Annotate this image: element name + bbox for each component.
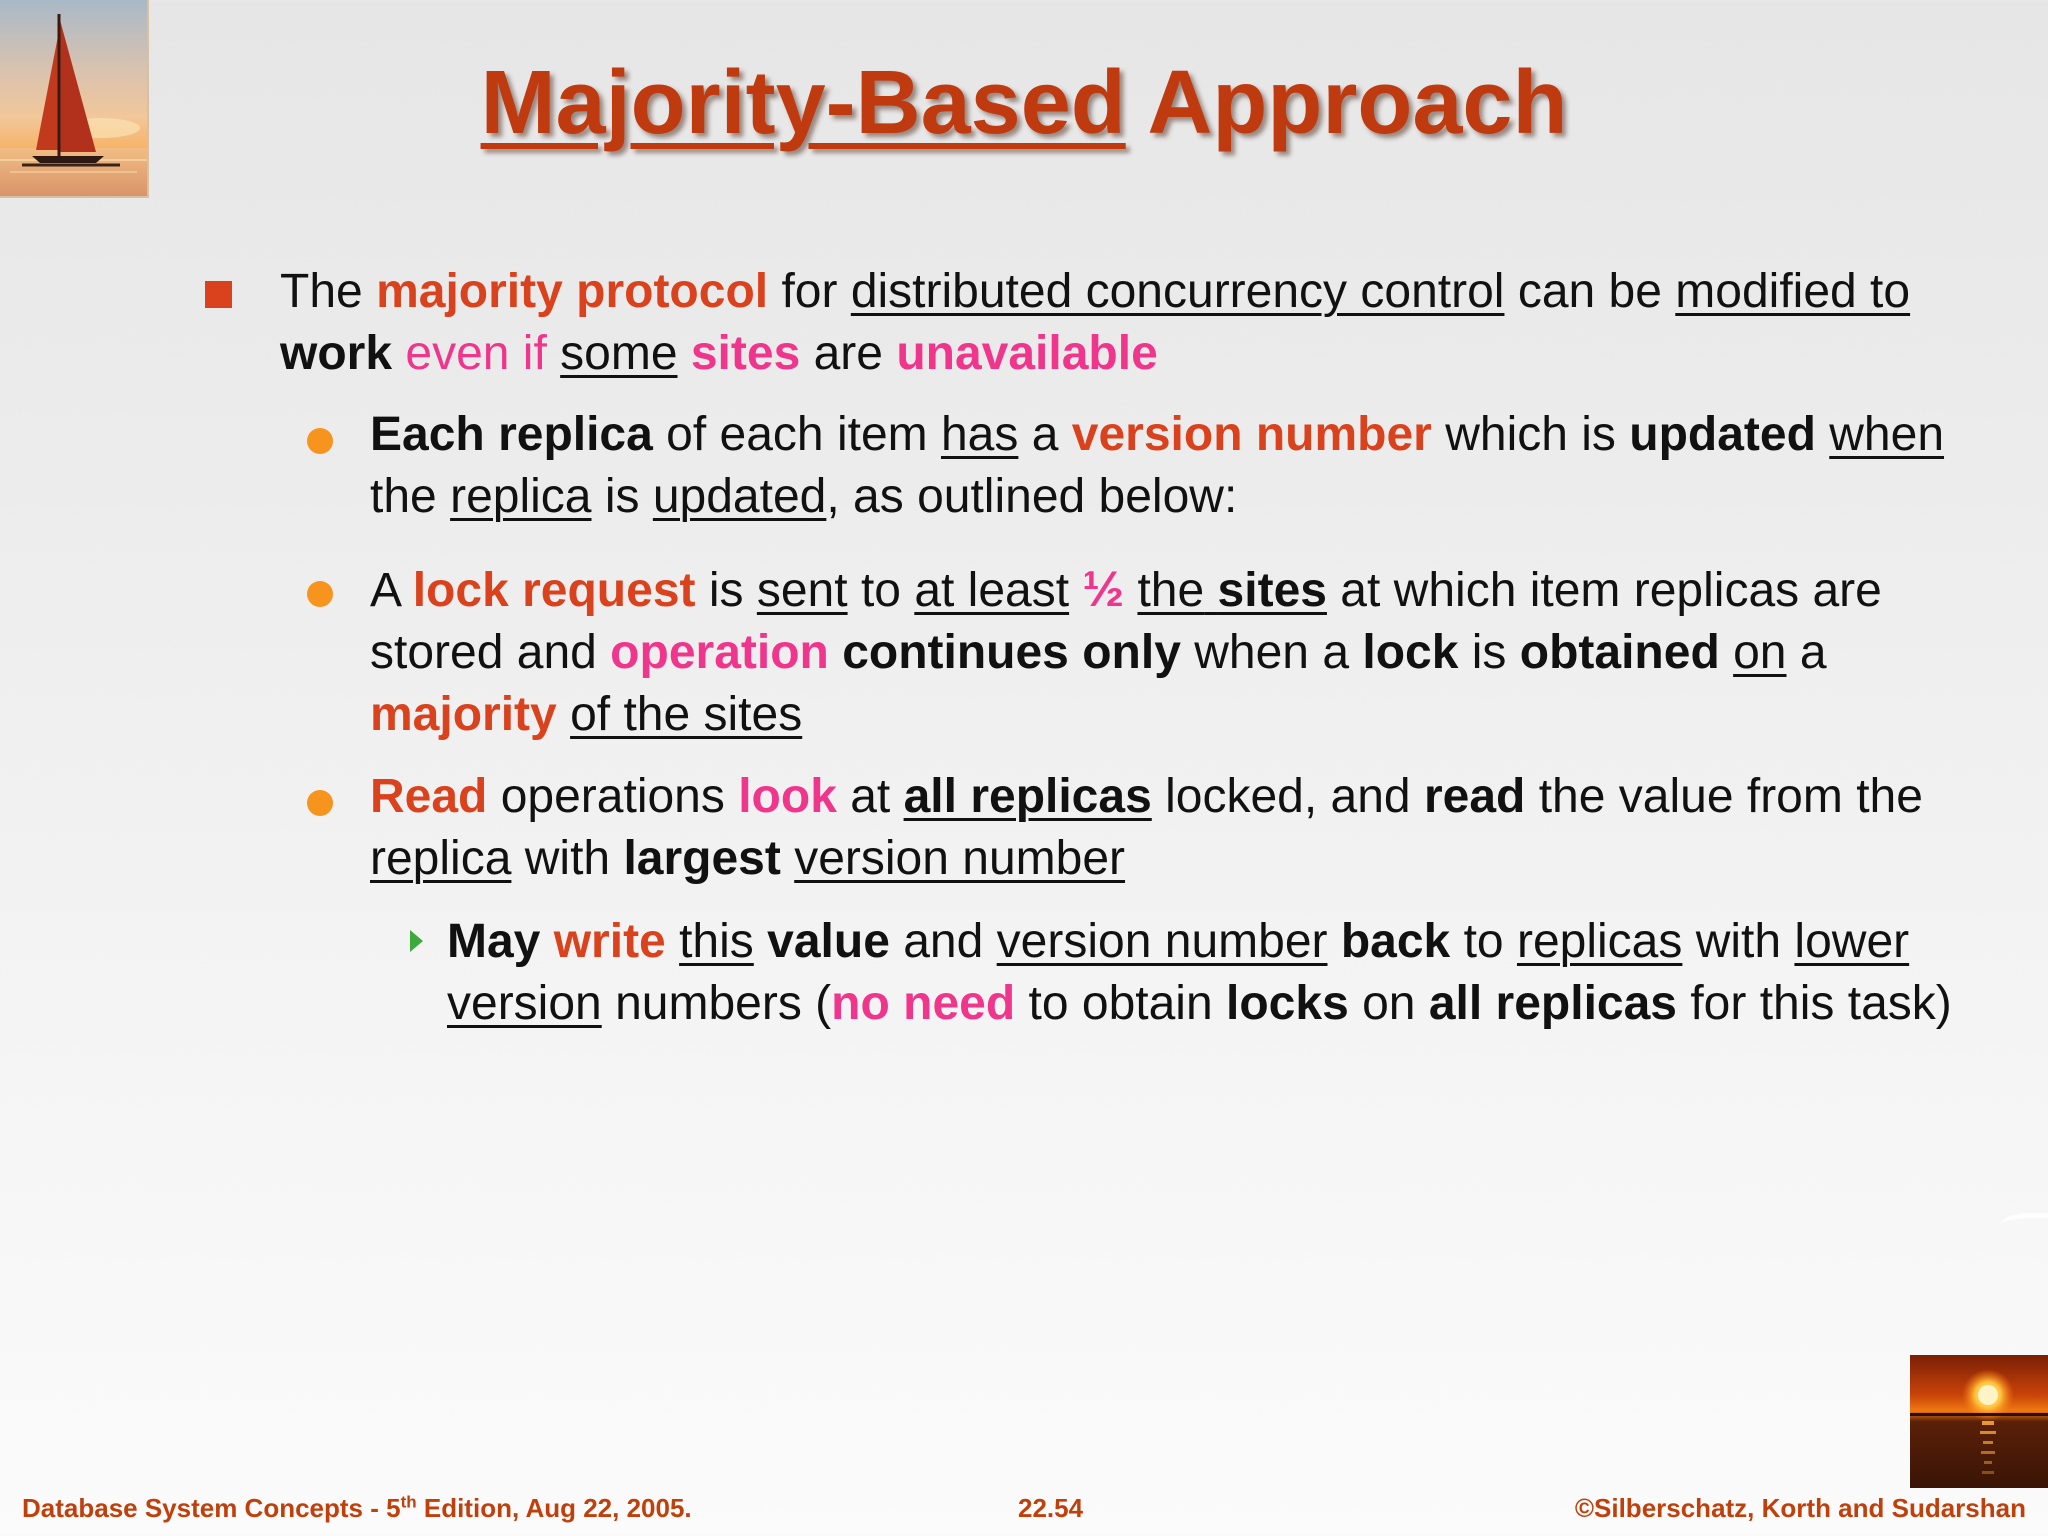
square-bullet-icon [205, 281, 232, 308]
bullet-write-back: May write this value and version number back to replicas with lower version numbers (no need to obtain locks on all replicas for this task) [447, 915, 1952, 1030]
bullet-version-number: Each replica of each item has a version number which is updated when the replica is updated, as outlined below: [370, 408, 1945, 523]
slide-title-rest: Approach [1147, 53, 1568, 153]
triangle-bullet-icon [410, 930, 423, 952]
decorative-flare [2000, 1213, 2048, 1238]
footer-copyright: ©Silberschatz, Korth and Sudarshan [1574, 1493, 2026, 1523]
slide-title-underlined: Majority-Based [480, 53, 1126, 153]
bullet-lock-request: A lock request is sent to at least ½ the sites at which item replicas are stored and operation continues only when a lock is obtained on a majority of the sites [370, 561, 1882, 741]
dot-bullet-icon [307, 581, 333, 607]
dot-bullet-icon [307, 790, 333, 816]
bullet-read-operations: Read operations look at all replicas locked, and read the value from the replica with largest version number [370, 770, 1923, 885]
footer-book-title: Database System Concepts - 5th Edition, Aug 22, 2005. [22, 1492, 692, 1523]
footer-slide-number: 22.54 [1018, 1493, 1084, 1523]
sunset-image [1910, 1355, 2048, 1488]
dot-bullet-icon [307, 428, 333, 454]
bullet-majority-protocol: The majority protocol for distributed concurrency control can be modified to work even if some sites are unavailable [280, 265, 1911, 380]
sunset-graphic [1910, 1355, 2048, 1488]
